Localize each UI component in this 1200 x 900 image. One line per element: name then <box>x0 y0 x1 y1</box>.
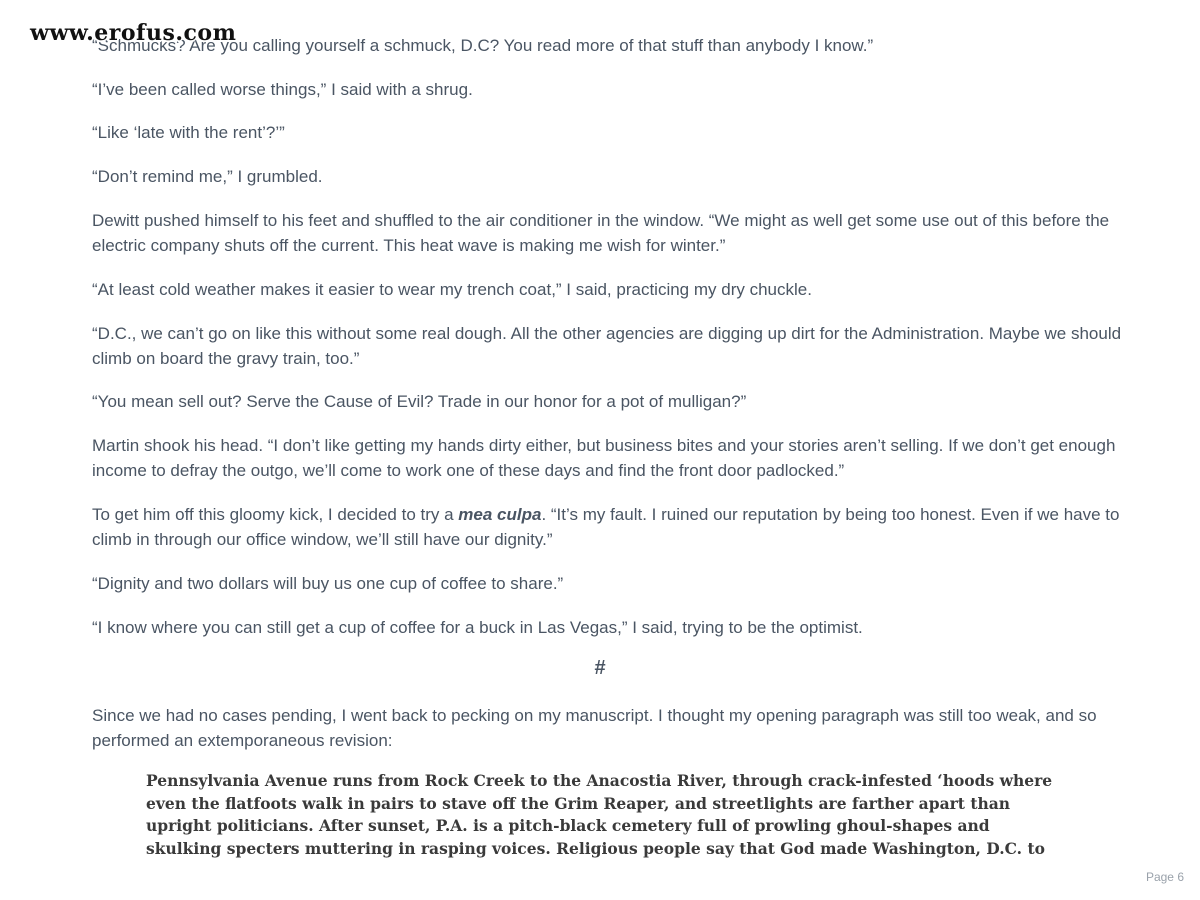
paragraph-text: To get him off this gloomy kick, I decided to try a <box>92 505 459 524</box>
paragraph-text: . “It’s my fault. I ruined our reputation by being too honest. Even if we have to climb in through our office window, we’ll still have our dignity.” <box>92 505 1120 549</box>
manuscript-excerpt: Pennsylvania Avenue runs from Rock Creek to the Anacostia River, through crack-infested ‘hoods where even the flatfoots walk in pairs to stave off the Grim Reaper, and streetlights are farther apart than upright politicians. After sunset, P.A. is a pitch-black cemetery full of prowling ghoul-shapes and skulking specters muttering in rasping voices. Religious people say that God made Washington, D.C. to <box>146 771 1053 859</box>
section-break: # <box>594 657 606 679</box>
paragraph: “Don’t remind me,” I grumbled. <box>92 167 323 186</box>
paragraph: Dewitt pushed himself to his feet and shuffled to the air conditioner in the window. “We might as well get some use out of this before the electric company shuts off the current. This heat wave is making me wish for winter.” <box>92 211 1110 255</box>
paragraph: “Like ‘late with the rent’?’” <box>92 123 285 142</box>
paragraph: “D.C., we can’t go on like this without some real dough. All the other agencies are digging up dirt for the Administration. Maybe we should climb on board the gravy train, too.” <box>92 324 1122 368</box>
paragraph: “You mean sell out? Serve the Cause of Evil? Trade in our honor for a pot of mulligan?” <box>92 392 747 411</box>
paragraph: “I know where you can still get a cup of coffee for a buck in Las Vegas,” I said, trying to be the optimist. <box>92 618 863 637</box>
paragraph: “Schmucks? Are you calling yourself a schmuck, D.C? You read more of that stuff than anybody I know.” <box>92 36 874 55</box>
emphasis-text: mea culpa <box>458 505 542 524</box>
paragraph: “At least cold weather makes it easier to wear my trench coat,” I said, practicing my dry chuckle. <box>92 280 812 299</box>
paragraph: Martin shook his head. “I don’t like getting my hands dirty either, but business bites and your stories aren’t selling. If we don’t get enough income to defray the outgo, we’ll come to work one of these days and find the front door padlocked.” <box>92 436 1116 480</box>
paragraph: “I’ve been called worse things,” I said with a shrug. <box>92 80 473 99</box>
watermark: www.erofus.com <box>30 20 237 46</box>
page-number: Page 6 <box>1145 870 1184 884</box>
paragraph-mea-culpa <box>92 502 1122 552</box>
paragraph: Since we had no cases pending, I went back to pecking on my manuscript. I thought my opening paragraph was still too weak, and so performed an extemporaneous revision: <box>92 706 1097 750</box>
paragraph: “Dignity and two dollars will buy us one cup of coffee to share.” <box>92 574 564 593</box>
